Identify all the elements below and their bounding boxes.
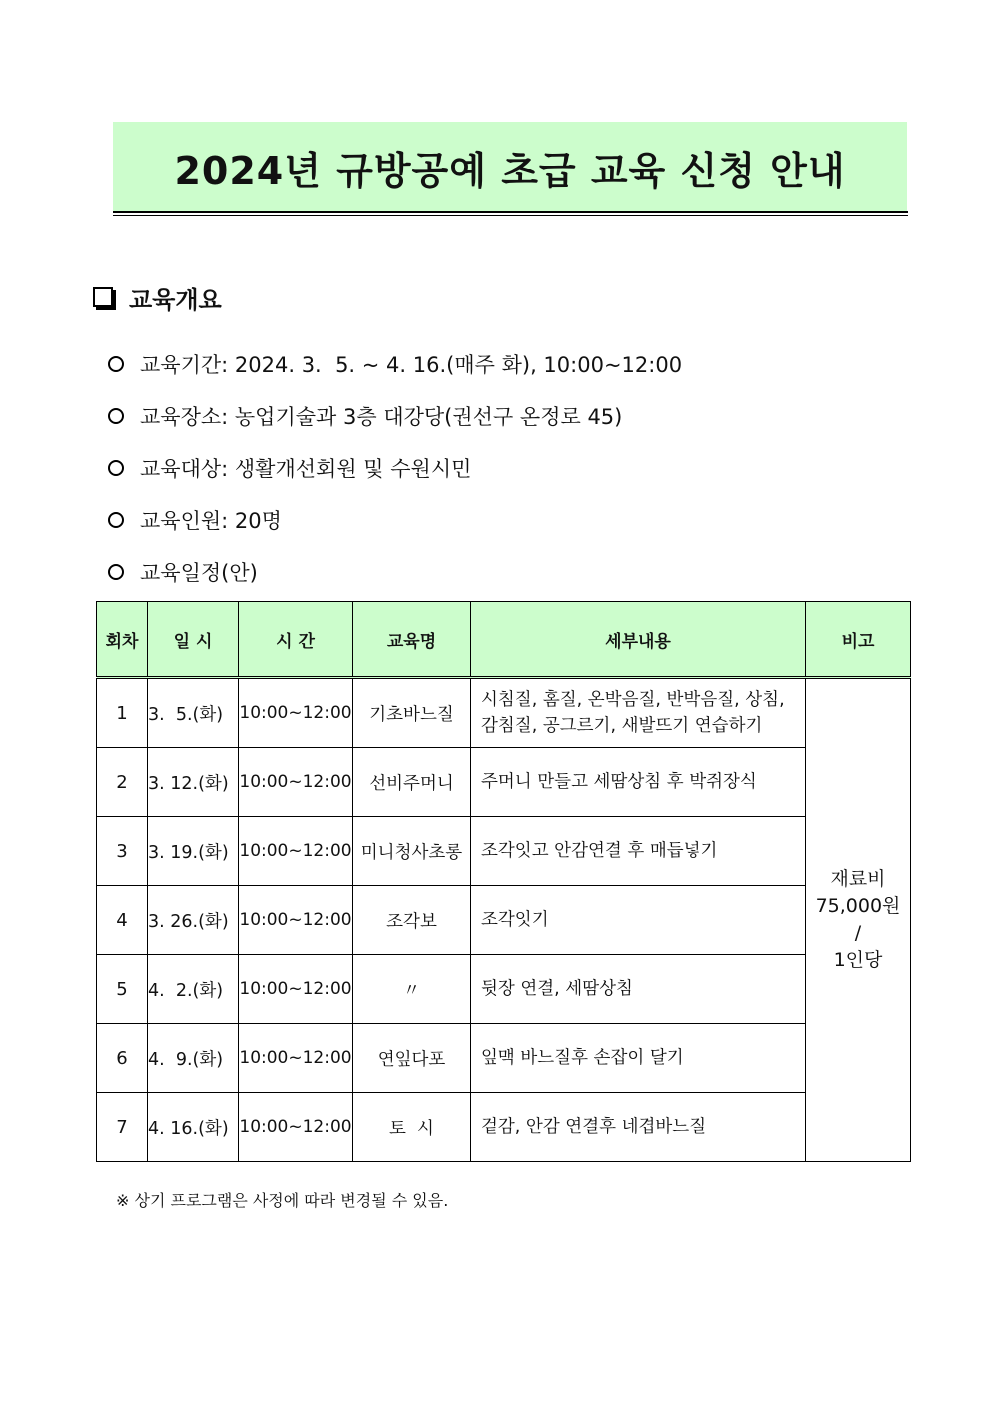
cell-course: 연잎다포 [353, 1024, 471, 1093]
cell-course: 미니청사초롱 [353, 817, 471, 886]
cell-course: 토 시 [353, 1093, 471, 1162]
cell-course: 〃 [353, 955, 471, 1024]
cell-session: 7 [97, 1093, 148, 1162]
header-session: 회차 [97, 602, 148, 678]
cell-time: 10:00~12:00 [239, 1093, 353, 1162]
header-note: 비고 [806, 602, 911, 678]
table-row [97, 1024, 911, 1093]
section-heading [93, 280, 222, 314]
header-course: 교육명 [353, 602, 471, 678]
overview-target: 교육대상: 생활개선회원 및 수원시민 [108, 442, 682, 494]
cell-note [806, 678, 911, 1162]
note-line: 75,000원 [815, 895, 901, 917]
cell-session: 1 [97, 678, 148, 748]
table-row [97, 748, 911, 817]
cell-session: 5 [97, 955, 148, 1024]
circle-bullet-icon [108, 512, 124, 528]
cell-date: 3. 26.(화) [148, 886, 239, 955]
cell-date: 3. 19.(화) [148, 817, 239, 886]
cell-session: 4 [97, 886, 148, 955]
overview-period: 교육기간: 2024. 3. 5. ~ 4. 16.(매주 화), 10:00~12:00 [108, 338, 682, 390]
table-header-row [97, 602, 911, 678]
cell-session: 3 [97, 817, 148, 886]
circle-bullet-icon [108, 564, 124, 580]
note-line: 재료비 [830, 868, 886, 890]
cell-time: 10:00~12:00 [239, 678, 353, 748]
section-heading-label: 교육개요 [129, 285, 222, 314]
cell-date: 3. 12.(화) [148, 748, 239, 817]
cell-date: 4. 2.(화) [148, 955, 239, 1024]
note-line: 1인당 [833, 949, 883, 971]
circle-bullet-icon [108, 408, 124, 424]
cell-course: 조각보 [353, 886, 471, 955]
cell-details: 주머니 만들고 세땀상침 후 박쥐장식 [471, 748, 806, 817]
cell-time: 10:00~12:00 [239, 748, 353, 817]
checkbox-square-icon [93, 287, 113, 307]
table-row [97, 678, 911, 748]
cell-date: 3. 5.(화) [148, 678, 239, 748]
cell-time: 10:00~12:00 [239, 955, 353, 1024]
cell-details: 조각잇고 안감연결 후 매듭넣기 [471, 817, 806, 886]
cell-time: 10:00~12:00 [239, 1024, 353, 1093]
cell-details: 조각잇기 [471, 886, 806, 955]
table-row [97, 955, 911, 1024]
cell-details: 겉감, 안감 연결후 네겹바느질 [471, 1093, 806, 1162]
cell-details: 잎맥 바느질후 손잡이 달기 [471, 1024, 806, 1093]
header-date: 일 시 [148, 602, 239, 678]
overview-location: 교육장소: 농업기술과 3층 대강당(권선구 온정로 45) [108, 390, 682, 442]
title-banner [113, 122, 907, 212]
cell-session: 6 [97, 1024, 148, 1093]
cell-time: 10:00~12:00 [239, 817, 353, 886]
cell-course: 기초바느질 [353, 678, 471, 748]
overview-schedule: 교육일정(안) [108, 546, 682, 598]
header-time: 시 간 [239, 602, 353, 678]
schedule-table [96, 601, 911, 1162]
cell-details: 뒷장 연결, 세땀상침 [471, 955, 806, 1024]
cell-course: 선비주머니 [353, 748, 471, 817]
note-line: / [854, 922, 862, 944]
cell-session: 2 [97, 748, 148, 817]
circle-bullet-icon [108, 460, 124, 476]
circle-bullet-icon [108, 356, 124, 372]
title-underline [113, 211, 908, 213]
page-title: 2024년 규방공예 초급 교육 신청 안내 [174, 148, 846, 193]
footnote: ※ 상기 프로그램은 사정에 따라 변경될 수 있음. [116, 1191, 449, 1210]
table-row [97, 1093, 911, 1162]
cell-time: 10:00~12:00 [239, 886, 353, 955]
cell-date: 4. 9.(화) [148, 1024, 239, 1093]
title-underline-thin [113, 215, 908, 216]
header-details: 세부내용 [471, 602, 806, 678]
cell-date: 4. 16.(화) [148, 1093, 239, 1162]
cell-details: 시침질, 홈질, 온박음질, 반박음질, 상침, 감침질, 공그르기, 새발뜨기 연습하기 [471, 678, 806, 748]
table-row [97, 886, 911, 955]
table-row [97, 817, 911, 886]
overview-list [108, 338, 682, 598]
overview-capacity: 교육인원: 20명 [108, 494, 682, 546]
